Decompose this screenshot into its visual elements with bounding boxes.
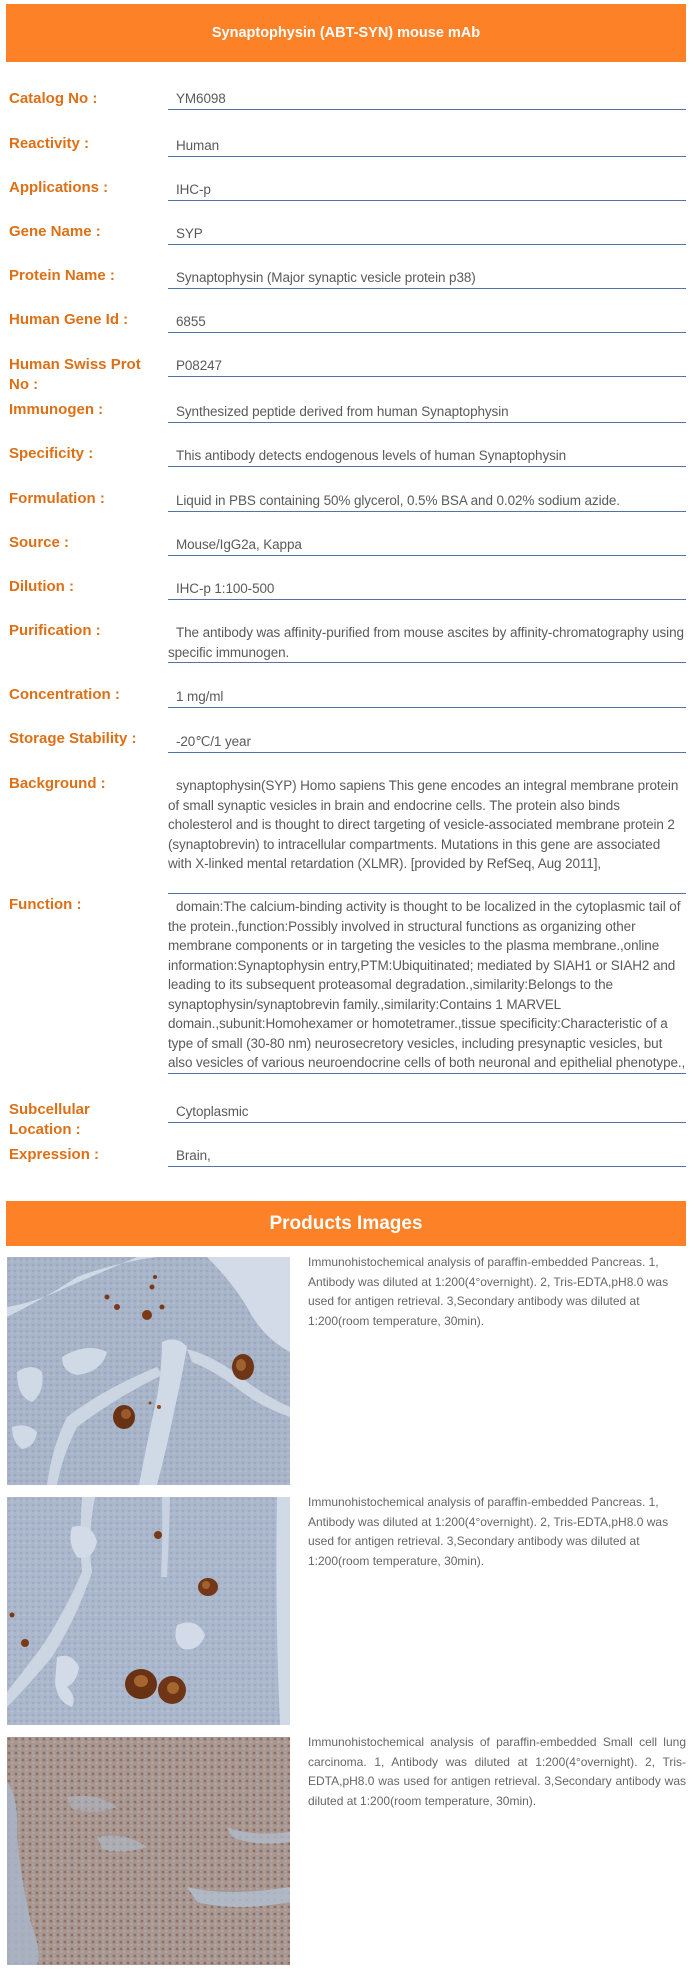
field-label: Protein Name :	[9, 267, 115, 284]
tissue-image	[7, 1737, 290, 1965]
field-value: 6855	[168, 312, 686, 333]
image-caption: Immunohistochemical analysis of paraffin-embedded Small cell lung carcinoma. 1, Antibody was diluted at 1:200(4°overnight). 2, Tris-EDTA,pH8.0 was used for antigen retrieval. 3,Secondary antibody was diluted at 1:200(room temperature, 30min).	[308, 1735, 686, 1808]
field-label: Subcellular Location :	[9, 1101, 90, 1138]
ihc-image-pancreas-2[interactable]	[7, 1497, 290, 1725]
field-label: Specificity :	[9, 445, 94, 462]
field-value: This antibody detects endogenous levels of human Synaptophysin	[168, 446, 686, 467]
field-value: The antibody was affinity-purified from mouse ascites by affinity-chromatography using specific immunogen.	[168, 623, 686, 663]
products-images-heading: Products Images	[269, 1212, 423, 1234]
field-value: SYP	[168, 224, 686, 245]
field-label: Formulation :	[9, 490, 105, 507]
field-value: Synaptophysin (Major synaptic vesicle protein p38)	[168, 268, 686, 289]
field-label: Applications :	[9, 179, 109, 196]
field-value: Synthesized peptide derived from human Synaptophysin	[168, 402, 686, 423]
field-label: Storage Stability :	[9, 730, 137, 747]
tissue-image	[7, 1257, 290, 1485]
field-value: -20℃/1 year	[168, 732, 686, 753]
field-label: Purification :	[9, 622, 101, 639]
field-value: Cytoplasmic	[168, 1102, 686, 1123]
field-label: Catalog No :	[9, 90, 98, 107]
image-caption: Immunohistochemical analysis of paraffin-embedded Pancreas. 1, Antibody was diluted at 1:200(4°overnight). 2, Tris-EDTA,pH8.0 was used for antigen retrieval. 3,Secondary antibody was diluted at 1:200(room temperature, 30min).	[308, 1255, 669, 1328]
field-label: Immunogen :	[9, 401, 104, 418]
field-value: Human	[168, 136, 686, 157]
products-images-heading-bar	[6, 1201, 686, 1246]
field-label: Human Gene Id :	[9, 311, 129, 328]
field-label: Gene Name :	[9, 223, 101, 240]
field-value: 1 mg/ml	[168, 687, 686, 708]
field-value: Liquid in PBS containing 50% glycerol, 0.5% BSA and 0.02% sodium azide.	[168, 491, 686, 512]
image-caption: Immunohistochemical analysis of paraffin-embedded Pancreas. 1, Antibody was diluted at 1:200(4°overnight). 2, Tris-EDTA,pH8.0 was used for antigen retrieval. 3,Secondary antibody was diluted at 1:200(room temperature, 30min).	[308, 1495, 669, 1568]
field-value: YM6098	[168, 89, 686, 110]
tissue-image	[7, 1497, 290, 1725]
field-label: Reactivity :	[9, 135, 90, 152]
field-label: Background :	[9, 775, 106, 792]
field-label: Concentration :	[9, 686, 120, 703]
field-value: P08247	[168, 356, 686, 377]
field-value: domain:The calcium-binding activity is thought to be localized in the cytoplasmic tail of the protein.,function:Possibly involved in structural functions as organizing other membrane components or in targeting the vesicles to the plasma membrane.,online information:Synaptophysin entry,PTM:Ubiquitinated; mediated by SIAH1 or SIAH2 and leading to its subsequent proteasomal degradation.,similarity:Belongs to the synaptophysin/synaptobrevin family.,similarity:Contains 1 MARVEL domain.,subunit:Homohexamer or homotetramer.,tissue specificity:Characteristic of a type of small (30-80 nm) neurosecretory vesicles, including presynaptic vesicles, but also vesicles of various neuroendocrine cells of both neuronal and epithelial phenotype.,	[168, 897, 686, 1074]
field-value: Mouse/IgG2a, Kappa	[168, 535, 686, 556]
product-title-bar	[6, 4, 686, 62]
product-title: Synaptophysin (ABT-SYN) mouse mAb	[211, 25, 481, 41]
field-label: Expression :	[9, 1146, 100, 1163]
field-label: Human Swiss Prot No :	[9, 356, 141, 393]
field-value: IHC-p	[168, 180, 686, 201]
ihc-image-pancreas-1[interactable]	[7, 1257, 290, 1485]
field-label: Dilution :	[9, 578, 74, 595]
field-value: synaptophysin(SYP) Homo sapiens This gene encodes an integral membrane protein of small synaptic vesicles in brain and endocrine cells. The protein also binds cholesterol and is thought to direct targeting of vesicle-associated membrane protein 2 (synaptobrevin) to intracellular compartments. Mutations in this gene are associated with X-linked mental retardation (XLMR). [provided by RefSeq, Aug 2011],	[168, 776, 686, 894]
field-value: IHC-p 1:100-500	[168, 579, 686, 600]
ihc-image-small-cell-lung-carcinoma[interactable]	[7, 1737, 290, 1965]
field-value: Brain,	[168, 1146, 686, 1167]
field-label: Function :	[9, 896, 82, 913]
field-label: Source :	[9, 534, 70, 551]
